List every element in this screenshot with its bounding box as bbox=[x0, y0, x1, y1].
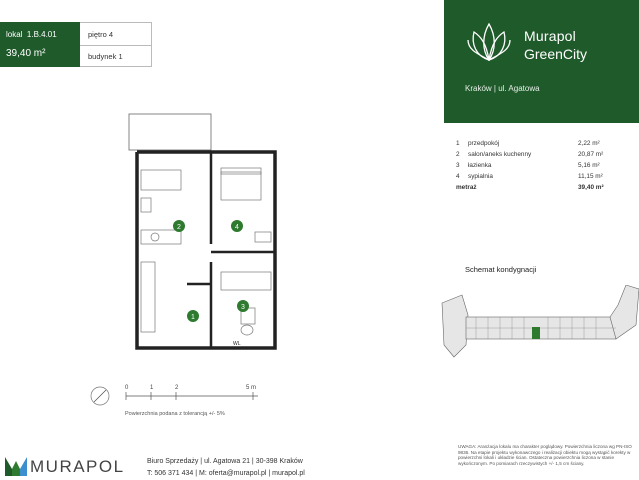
schemat-title: Schemat kondygnacji bbox=[465, 265, 537, 274]
unit-info-box bbox=[0, 22, 80, 67]
murapol-logo-icon bbox=[4, 455, 28, 477]
rooms-table bbox=[456, 139, 638, 194]
scale-tick: 1 bbox=[150, 385, 154, 391]
footer-logo-text: MURAPOL bbox=[30, 457, 125, 476]
brand-subname: GreenCity bbox=[524, 46, 588, 62]
scale-tick: 5 m bbox=[246, 385, 257, 391]
table-row: 3 łazienka 5,16 m² bbox=[456, 161, 600, 169]
plan-tag: WL bbox=[233, 341, 241, 347]
table-row: 2 salon/aneks kuchenny 20,87 m² bbox=[456, 150, 604, 158]
scale-bar bbox=[88, 382, 268, 410]
location: Kraków | ul. Agatowa bbox=[465, 84, 540, 93]
contact-info: T: 506 371 434 | M: oferta@murapol.pl | murapol.pl bbox=[147, 470, 305, 477]
balcony bbox=[129, 114, 211, 150]
office-address: Biuro Sprzedaży | ul. Agatowa 21 | 30-398 Kraków bbox=[147, 458, 303, 465]
table-row: 4 sypialnia 11,15 m² bbox=[456, 172, 603, 180]
unit-details bbox=[80, 22, 152, 67]
room-number-3: 3 bbox=[241, 304, 245, 311]
floor-scheme bbox=[440, 285, 639, 365]
building-label: budynek 1 bbox=[88, 52, 123, 61]
scale-tick: 0 bbox=[125, 385, 129, 391]
brand-panel bbox=[444, 0, 639, 123]
floor-plan bbox=[125, 112, 285, 352]
unit-area: 39,40 m² bbox=[6, 48, 46, 59]
total-row: metraż 39,40 m² bbox=[456, 183, 604, 191]
greencity-logo-icon bbox=[466, 20, 512, 62]
unit-highlight bbox=[532, 327, 540, 339]
disclaimer: UWAGA: Aranżacja lokalu ma charakter poglądowy. Powierzchnia liczona wg PN-ISO 9836. Na etapie projektu wykonawczego i realizacji obiektu mogą wystąpić korekty w powierzchni lokali i układzie ścian. Ostateczna powierzchnia liczona w stanie wykończonym. Po pomiarach rzeczywistych +/- 1,5 cm ściany. bbox=[458, 444, 632, 467]
lokal-label: lokal 1.B.4.01 bbox=[6, 30, 57, 39]
room-number-1: 1 bbox=[191, 314, 195, 321]
floor-label: piętro 4 bbox=[88, 30, 114, 39]
scale-tick: 2 bbox=[175, 385, 179, 391]
room-number-4: 4 bbox=[235, 224, 239, 231]
table-row: 1 przedpokój 2,22 m² bbox=[456, 139, 600, 147]
tolerance-note: Powierzchnia podana z tolerancją +/- 5% bbox=[125, 411, 225, 417]
room-number-2: 2 bbox=[177, 224, 181, 231]
brand-name: Murapol bbox=[524, 28, 576, 44]
